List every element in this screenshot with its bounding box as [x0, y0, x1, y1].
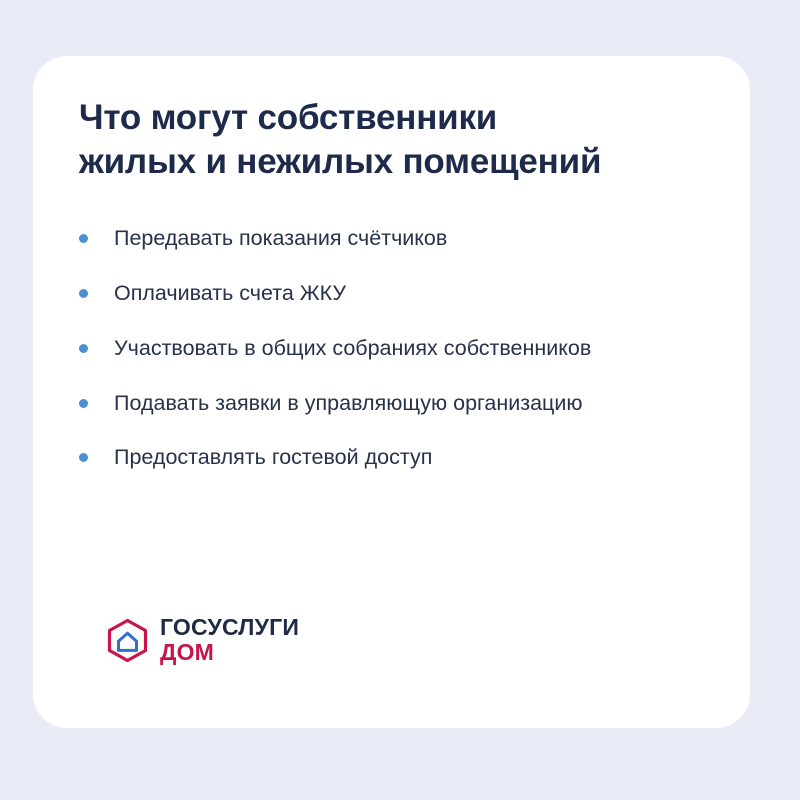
bullet-icon	[79, 344, 88, 353]
list-item-label: Предоставлять гостевой доступ	[114, 445, 433, 470]
list-item-label: Подавать заявки в управляющую организацию	[114, 390, 583, 415]
list-item	[79, 444, 704, 471]
capabilities-list	[79, 225, 704, 471]
bullet-icon	[79, 399, 88, 408]
list-item	[79, 335, 704, 362]
page-title	[79, 96, 704, 185]
bullet-icon	[79, 289, 88, 298]
brand-logo-line-1: ГОСУСЛУГИ	[160, 614, 300, 640]
page-title-line-1: Что могут собственники	[79, 98, 498, 137]
brand-logo-line-2: ДОМ	[160, 639, 215, 665]
list-item-label: Передавать показания счётчиков	[114, 225, 448, 250]
list-item-label: Участвовать в общих собраниях собственников	[114, 335, 592, 360]
list-item-label: Оплачивать счета ЖКУ	[114, 280, 347, 305]
list-item	[79, 280, 704, 307]
list-item	[79, 390, 704, 417]
bullet-icon	[79, 234, 88, 243]
list-item	[79, 225, 704, 252]
brand-logo	[105, 616, 299, 664]
bullet-icon	[79, 453, 88, 462]
content-card	[33, 56, 750, 728]
page-title-line-2: жилых и нежилых помещений	[79, 142, 602, 182]
brand-logo-text	[160, 616, 299, 664]
house-in-hexagon-icon	[105, 618, 150, 663]
